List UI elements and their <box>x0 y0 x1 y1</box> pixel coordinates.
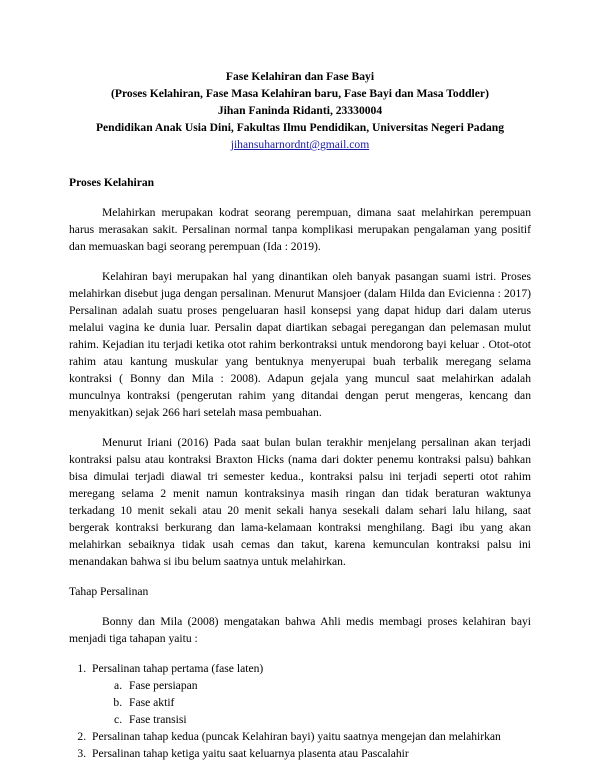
stage-list <box>69 660 531 762</box>
email-link[interactable]: jihansuharnordnt@gmail.com <box>230 138 370 151</box>
paragraph: Melahirkan merupakan kodrat seorang perempuan, dimana saat melahirkan perempuan harus merasakan sakit. Persalinan normal tanpa komplikasi merupakan pengalaman yang positif dan memuaskan bagi seorang perempuan (Ida : 2019). <box>69 206 531 253</box>
document-title: Fase Kelahiran dan Fase Bayi <box>225 70 375 83</box>
paragraph: Kelahiran bayi merupakan hal yang dinantikan oleh banyak pasangan suami istri. Proses melahirkan disebut juga dengan persalinan. Menurut Mansjoer (dalam Hilda dan Evicienna : 2017) Persalinan adalah suatu proses pengeluaran hasil konsepsi yang dapat hidup dari dalam uterus melalui vagina ke dunia luar. Persalin dapat diartikan sebagai peregangan dan pelemasan mulut rahim. Kejadian itu terjadi ketika otot rahim berkontraksi untuk mendorong bayi keluar . Otot-otot rahim atau kantung muskular yang bentuknya menyerupai buah terbalik meregang selama kontraksi ( Bonny dan Mila : 2008). Adapun gejala yang muncul saat melahirkan adalah munculnya kontraksi (pengerutan rahim yang ditandai dengan perut mengeras, kencang dan menyakitkan) sejak 266 hari setelah masa pembuahan. <box>69 270 531 419</box>
document-header <box>0 68 600 153</box>
sub-list-item: a. Fase persiapan <box>125 677 531 694</box>
sub-stage-list <box>92 677 531 728</box>
document-subtitle: (Proses Kelahiran, Fase Masa Kelahiran baru, Fase Bayi dan Masa Toddler) <box>111 87 489 100</box>
section-heading-tahap-persalinan: Tahap Persalinan <box>69 585 149 598</box>
document-body <box>69 174 531 762</box>
sub-list-item: c. Fase transisi <box>125 711 531 728</box>
list-item: 2. Persalinan tahap kedua (puncak Kelahiran bayi) yaitu saatnya mengejan dan melahirkan <box>89 728 531 745</box>
list-item-label: Persalinan tahap pertama (fase laten) <box>92 662 264 675</box>
author-line: Jihan Faninda Ridanti, 23330004 <box>217 104 383 117</box>
section-heading-proses-kelahiran: Proses Kelahiran <box>69 176 155 189</box>
list-item: 3. Persalinan tahap ketiga yaitu saat keluarnya plasenta atau Pascalahir <box>89 745 531 762</box>
paragraph: Bonny dan Mila (2008) mengatakan bahwa Ahli medis membagi proses kelahiran bayi menjadi tiga tahapan yaitu : <box>69 615 531 645</box>
paragraph: Menurut Iriani (2016) Pada saat bulan bulan terakhir menjelang persalinan akan terjadi kontraksi palsu atau kontraksi Braxton Hicks (nama dari dokter penemu kontraksi palsu) bahkan bisa dimulai terjadi diawal tri semester kedua., kontraksi palsu ini terjadi seperti otot rahim meregang selama 2 menit namun kontraksinya masih ringan dan tidak beraturan waktunya terkadang 10 menit sekali atau 20 menit sekali hanya sesekali dalam sehari lalu hilang, saat bergerak kontraksi berkurang dan lama-kelamaan kontraksi menghilang. Bagi ibu yang akan melahirkan sebaiknya tidak usah cemas dan takut, karena kemunculan kontraksi palsu ini menandakan bahwa si ibu belum saatnya untuk melahirkan. <box>69 436 531 568</box>
sub-list-item: b. Fase aktif <box>125 694 531 711</box>
list-item <box>89 660 531 728</box>
affiliation-line: Pendidikan Anak Usia Dini, Fakultas Ilmu Pendidikan, Universitas Negeri Padang <box>95 121 505 134</box>
